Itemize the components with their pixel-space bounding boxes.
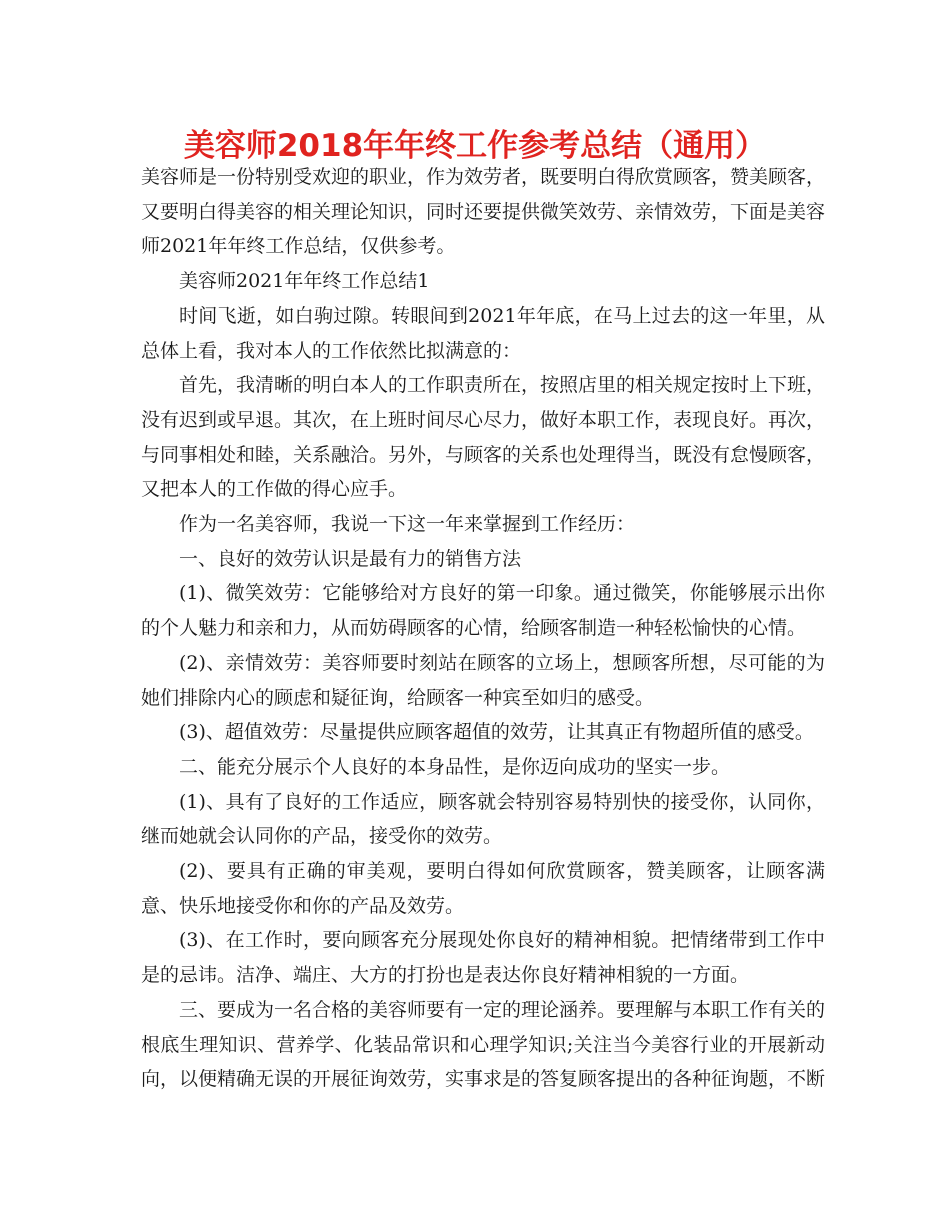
paragraph: (1)、微笑效劳：它能够给对方良好的第一印象。通过微笑，你能够展示出你的个人魅力和亲和力，从而妨碍顾客的心情，给顾客制造一种轻松愉快的心情。 xyxy=(141,582,825,640)
paragraph-subtitle: 美容师2021年年终工作总结1 xyxy=(179,270,430,293)
paragraph: 三、要成为一名合格的美容师要有一定的理论涵养。要理解与本职工作有关的根底生理知识、营养学、化装品常识和心理学知识;关注当今美容行业的开展新动向，以便精确无误的开展征询效劳，实事求是的答复顾客提出的各种征询题，不断 xyxy=(141,998,826,1091)
paragraph: 作为一名美容师，我说一下这一年来掌握到工作经历： xyxy=(179,513,636,536)
paragraph: (3)、在工作时，要向顾客充分展现处你良好的精神相貌。把情绪带到工作中是的忌讳。洁净、端庄、大方的打扮也是表达你良好精神相貌的一方面。 xyxy=(141,929,825,987)
paragraph: (3)、超值效劳：尽量提供应顾客超值的效劳，让其真正有物超所值的感受。 xyxy=(179,721,814,744)
document-body xyxy=(141,160,825,1097)
paragraph: 时间飞逝，如白驹过隙。转眼间到2021年年底，在马上过去的这一年里，从总体上看，我对本人的工作依然比拟满意的： xyxy=(141,304,825,362)
section-heading: 二、能充分展示个人良好的本身品性，是你迈向成功的坚实一步。 xyxy=(179,755,731,778)
paragraph: 首先，我清晰的明白本人的工作职责所在，按照店里的相关规定按时上下班，没有迟到或早退。其次，在上班时间尽心尽力，做好本职工作，表现良好。再次，与同事相处和睦，关系融洽。另外，与顾客的关系也处理得当，既没有怠慢顾客，又把本人的工作做的得心应手。 xyxy=(141,374,826,501)
paragraph-intro: 美容师是一份特别受欢迎的职业，作为效劳者，既要明白得欣赏顾客，赞美顾客，又要明白得美容的相关理论知识，同时还要提供微笑效劳、亲情效劳，下面是美容师2021年年终工作总结，仅供参考。 xyxy=(141,166,826,258)
paragraph: (1)、具有了良好的工作适应，顾客就会特别容易特别快的接受你，认同你，继而她就会认同你的产品，接受你的效劳。 xyxy=(141,790,825,848)
document-title: 美容师2018年年终工作参考总结（通用） xyxy=(183,128,767,164)
paragraph: (2)、要具有正确的审美观，要明白得如何欣赏顾客，赞美顾客，让顾客满意、快乐地接受你和你的产品及效劳。 xyxy=(141,860,825,917)
paragraph: (2)、亲情效劳：美容师要时刻站在顾客的立场上，想顾客所想，尽可能的为她们排除内心的顾虑和疑征询，给顾客一种宾至如归的感受。 xyxy=(141,651,825,709)
section-heading: 一、良好的效劳认识是最有力的销售方法 xyxy=(179,547,522,570)
